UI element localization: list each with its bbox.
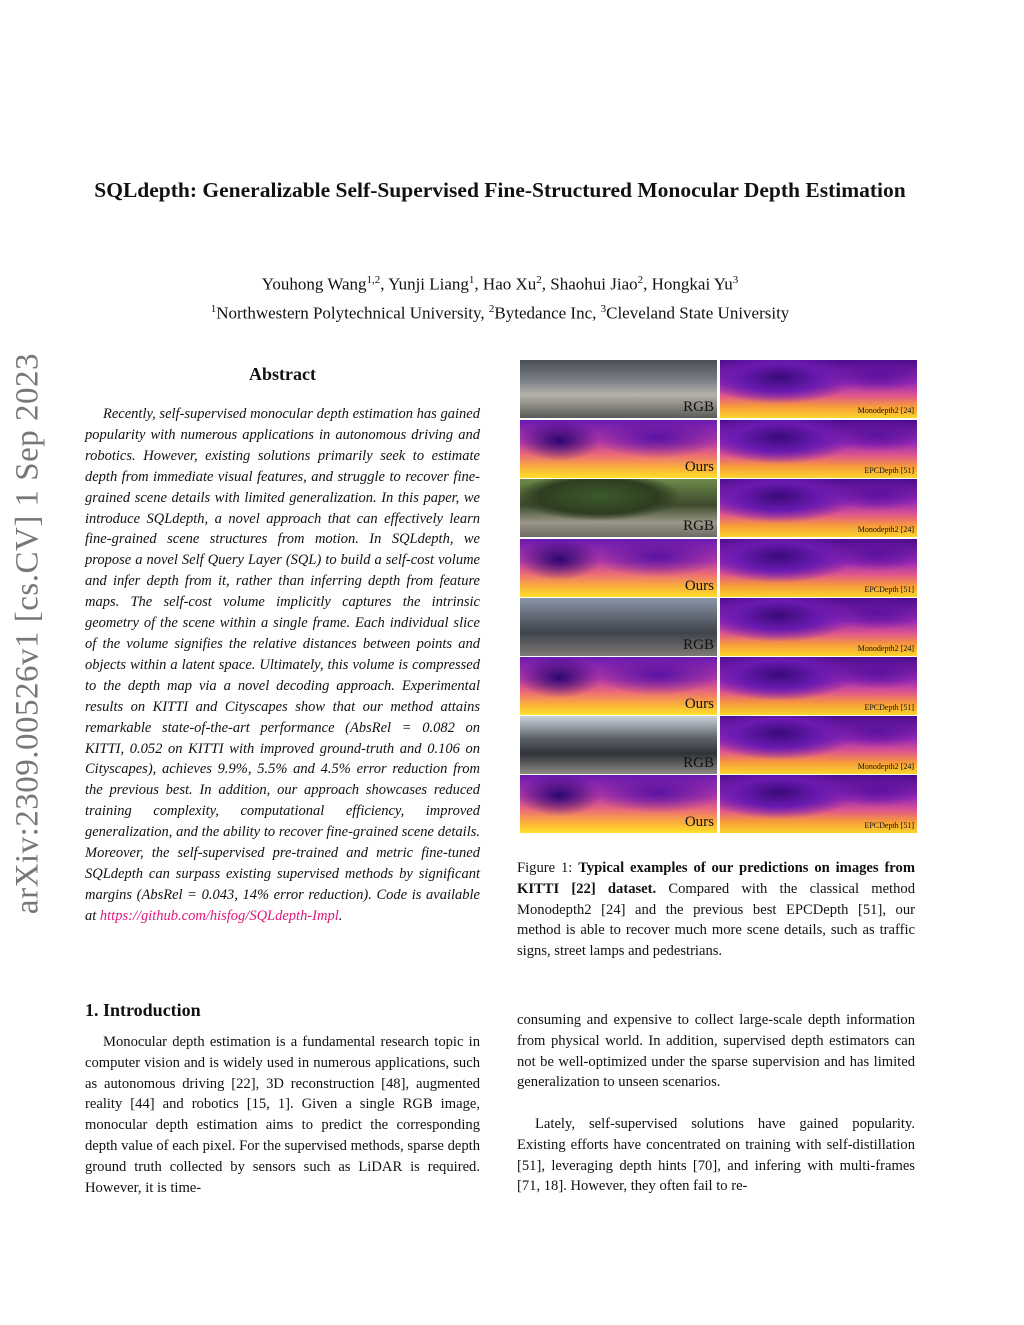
author-name: Hongkai Yu: [651, 274, 733, 294]
rgb-image: RGB: [520, 360, 717, 418]
author-name: Shaohui Jiao: [550, 274, 638, 294]
affiliation: Cleveland State University: [606, 303, 790, 323]
paper-title: SQLdepth: Generalizable Self-Supervised Fine-Structured Monocular Depth Estimation: [94, 178, 906, 202]
depth-map-monodepth2: Monodepth2 [24]: [720, 598, 917, 656]
figure-caption: Figure 1: Typical examples of our predictions on images from KITTI [22] dataset. Compared with the classical method Monodepth2 [24] and the previous best EPCDepth [51], our method is able to recover much more scene details, such as traffic signs, street lamps and pedestrians.: [517, 860, 915, 960]
depth-map-epcdepth: EPCDepth [51]: [720, 657, 917, 715]
depth-map-ours: Ours: [520, 775, 717, 833]
rgb-image: RGB: [520, 479, 717, 537]
arxiv-identifier: arXiv:2309.00526v1 [cs.CV] 1 Sep 2023: [9, 352, 46, 915]
abstract-body: Recently, self-supervised monocular depth estimation has gained popularity with numerous applications in autonomous driving and robotics. However, existing solutions primarily seek to estimate depth from immediate visual features, and struggle to recover fine-grained scene details with limited generalization. In this paper, we introduce SQLdepth, a novel approach that can effectively learn fine-grained scene structures from motion. In SQLdepth, we propose a novel Self Query Layer (SQL) to build a self-cost volume and infer depth from it, rather than inferring depth from feature maps. The self-cost volume implicitly captures the intrinsic geometry of the scene within a single frame. Each individual slice of the volume signifies the relative distances between points and objects within a latent space. Ultimately, this volume is compressed to the depth map via a novel decoding approach. Experimental results on KITTI and Cityscapes show that our method attains remarkable state-of-the-art performance (AbsRel = 0.082 on KITTI, 0.052 on KITTI with improved ground-truth and 0.106 on Cityscapes), achieves 9.9%, 5.5% and 4.5% error reduction from the previous best. In addition, our approach showcases reduced training complexity, computational efficiency, improved generalization, and the ability to recover fine-grained scene details. Moreover, the self-supervised pre-trained and metric fine-tuned SQLdepth can surpass existing supervised methods by significant margins (AbsRel = 0.043, 14% error reduction). Code is available at https://github.com/hisfog/SQLdepth-Impl.: [85, 406, 480, 924]
author-list: Youhong Wang$^{1,2}$, Yunji Liang$^1$, Hao Xu$^2$, Shaohui Jiao$^2$, Hongkai Yu$^3$: [261, 274, 739, 294]
figure-1: [520, 360, 918, 834]
abstract-heading: Abstract: [249, 364, 316, 384]
depth-map-monodepth2: Monodepth2 [24]: [720, 360, 917, 418]
rgb-image: RGB: [520, 716, 717, 774]
affiliation-list: $^1$Northwestern Polytechnical University, $^2$Bytedance Inc, $^3$Cleveland State University: [210, 302, 790, 323]
author-name: Hao Xu: [482, 274, 537, 294]
depth-map-ours: Ours: [520, 657, 717, 715]
author-name: Yunji Liang: [388, 274, 469, 294]
intro-paragraph: Monocular depth estimation is a fundamental research topic in computer vision and is widely used in numerous applications, such as autonomous driving [22], 3D reconstruction [48], augmented reality [44] and robotics [15, 1]. Given a single RGB image, monocular depth estimation aims to predict the corresponding depth value of each pixel. For the supervised methods, sparse depth ground truth collected by sensors such as LiDAR is required. However, it is time-: [85, 1034, 480, 1196]
code-link[interactable]: https://github.com/hisfog/SQLdepth-Impl: [99, 907, 339, 924]
intro-paragraph: Lately, self-supervised solutions have gained popularity. Existing efforts have concentrated on training with self-distillation [51], leveraging depth hints [70], and infering with multi-frames [71, 18]. However, they often fail to re-: [517, 1116, 915, 1195]
author-name: Youhong Wang: [261, 274, 367, 294]
affiliation: Bytedance Inc: [494, 303, 593, 323]
depth-map-epcdepth: EPCDepth [51]: [720, 420, 917, 478]
intro-paragraph-continued: consuming and expensive to collect large-scale depth information from physical world. In addition, supervised depth estimators can not be well-optimized under the sparse supervision and has limited generalization to unseen scenarios.: [517, 1012, 915, 1091]
depth-map-monodepth2: Monodepth2 [24]: [720, 716, 917, 774]
affiliation: Northwestern Polytechnical University: [216, 303, 481, 323]
depth-map-epcdepth: EPCDepth [51]: [720, 775, 917, 833]
depth-map-ours: Ours: [520, 539, 717, 597]
author-block: [90, 268, 910, 325]
section-heading-introduction: 1. Introduction: [85, 1000, 201, 1020]
depth-map-monodepth2: Monodepth2 [24]: [720, 479, 917, 537]
rgb-image: RGB: [520, 598, 717, 656]
depth-map-ours: Ours: [520, 420, 717, 478]
depth-map-epcdepth: EPCDepth [51]: [720, 539, 917, 597]
